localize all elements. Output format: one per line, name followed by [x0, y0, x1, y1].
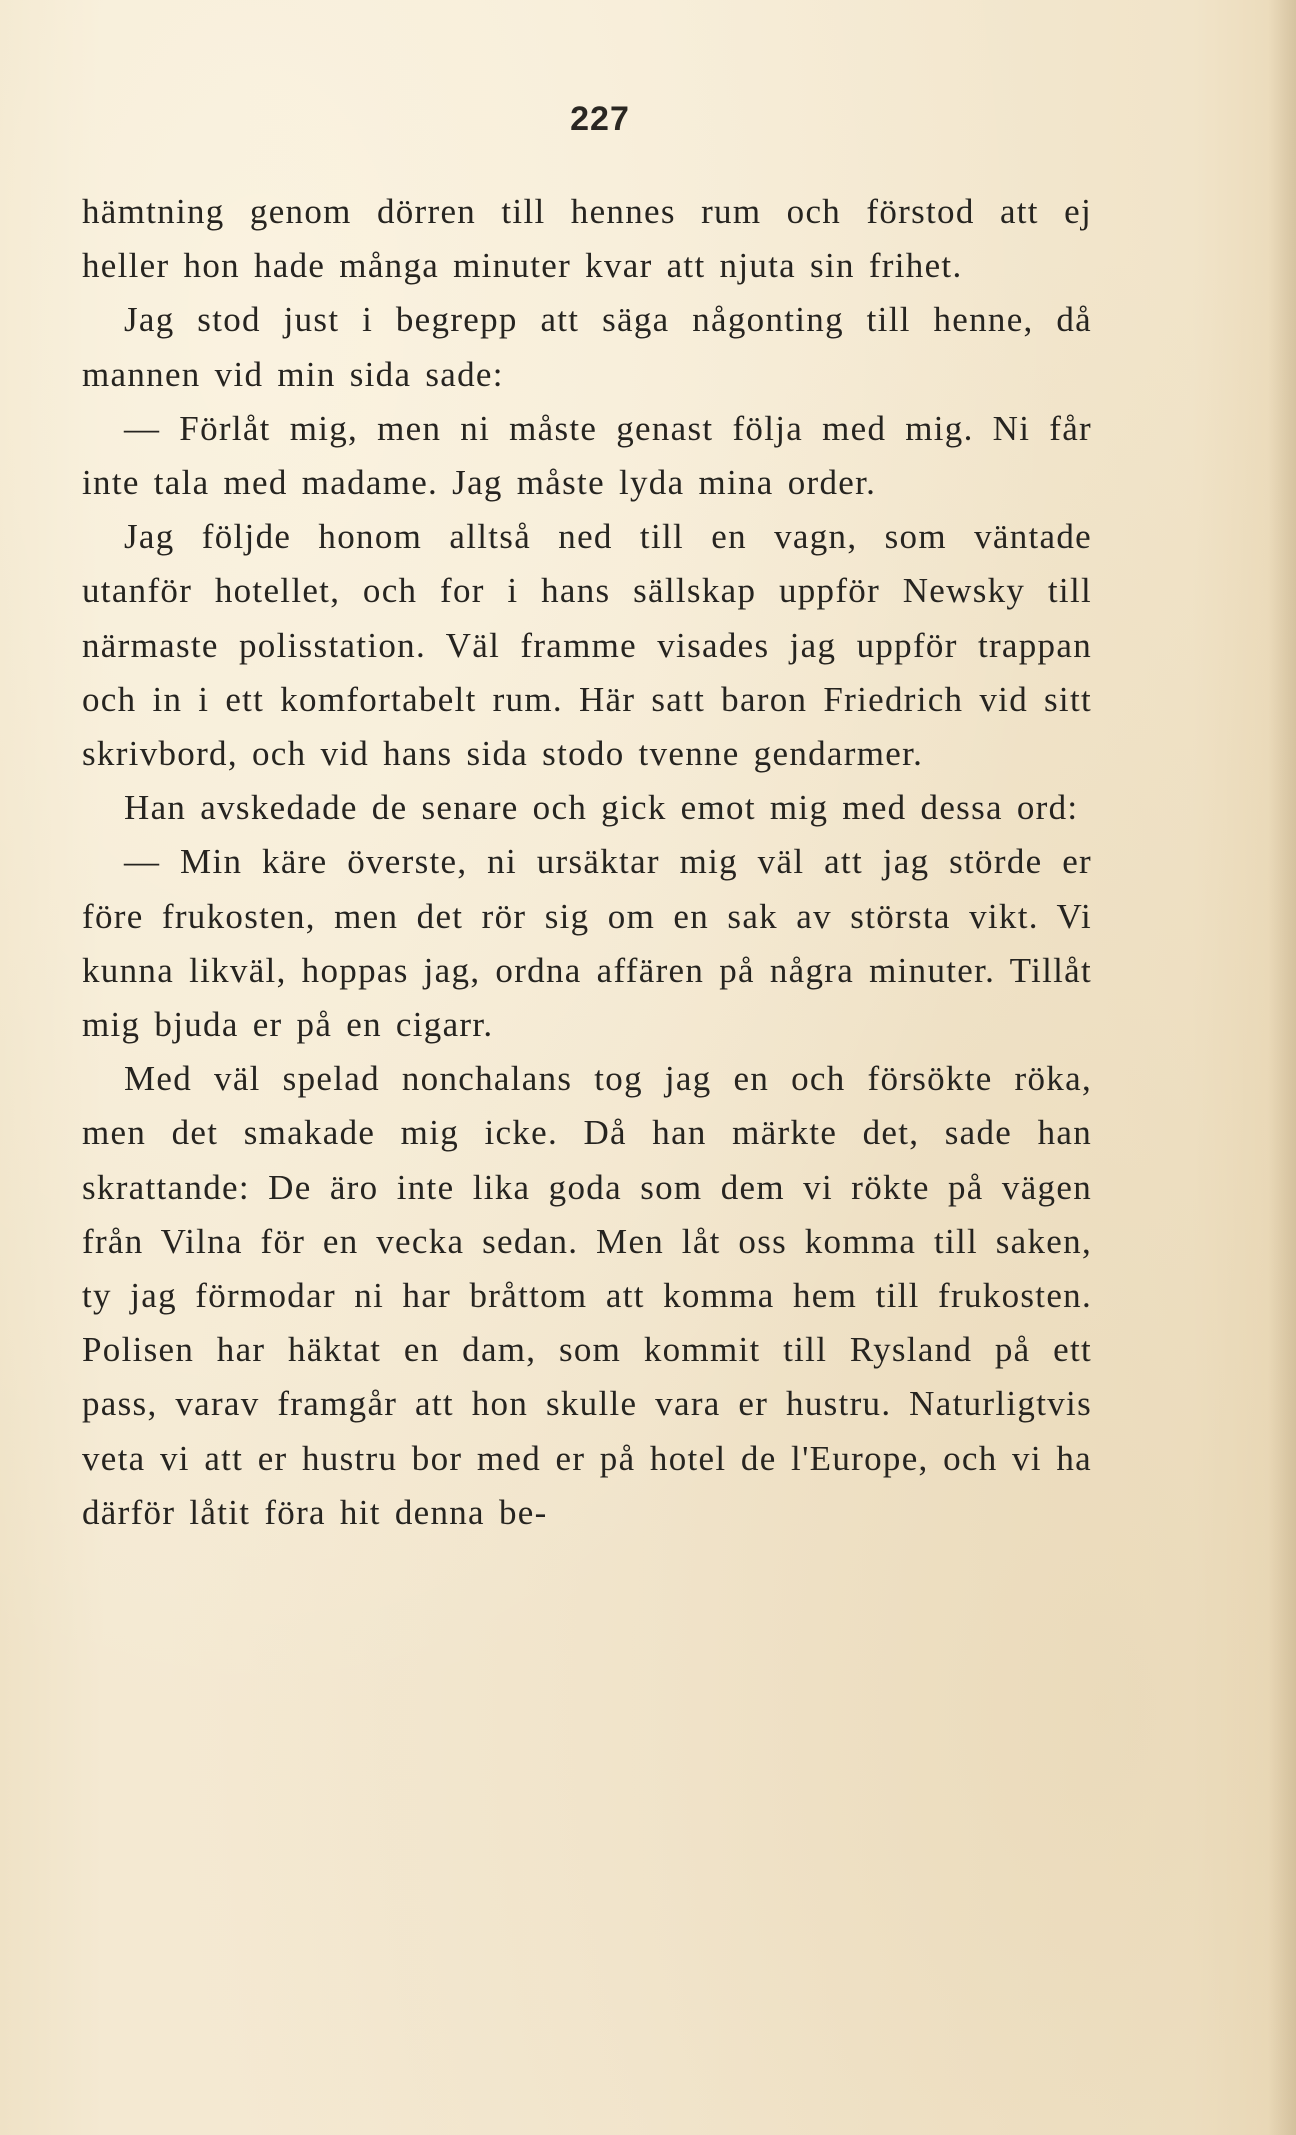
paragraph-4: Jag följde honom alltså ned till en vagn, som väntade utanför hotellet, och for i hans sällskap uppför Newsky till närmaste polisstation. Väl framme visades jag uppför trappan och in i ett komfortabelt rum. Här satt baron Friedrich vid sitt skrivbord, och vid hans sida stodo tvenne gendarmer. [82, 517, 1092, 774]
paragraph-5: Han avskedade de senare och gick emot mig med dessa ord: [124, 788, 1079, 828]
paragraph-1: hämtning genom dörren till hennes rum och förstod att ej heller hon hade många minuter kvar att njuta sin frihet. [82, 192, 1092, 286]
paragraph-6: — Min käre överste, ni ursäktar mig väl att jag störde er före frukosten, men det rör sig om en sak av största vikt. Vi kunna likväl, hoppas jag, ordna affären på några minuter. Tillåt mig bjuda er på en cigarr. [82, 842, 1092, 1045]
body-text [82, 185, 1092, 1540]
page-edge-shadow [1268, 0, 1296, 2135]
paragraph-2: Jag stod just i begrepp att säga någonting till henne, då mannen vid min sida sade: [82, 300, 1092, 394]
page-number: 227 [570, 100, 630, 138]
paragraph-7: Med väl spelad nonchalans tog jag en och försökte röka, men det smakade mig icke. Då han märkte det, sade han skrattande: De äro inte lika goda som dem vi rökte på vägen från Vilna för en vecka sedan. Men låt oss komma till saken, ty jag förmodar ni har bråttom att komma hem till frukosten. Polisen har häktat en dam, som kommit till Rysland på ett pass, varav framgår att hon skulle vara er hustru. Naturligtvis veta vi att er hustru bor med er på hotel de l'Europe, och vi ha därför låtit föra hit denna be- [82, 1059, 1092, 1532]
paragraph-3: — Förlåt mig, men ni måste genast följa med mig. Ni får inte tala med madame. Jag måste lyda mina order. [82, 408, 1092, 503]
